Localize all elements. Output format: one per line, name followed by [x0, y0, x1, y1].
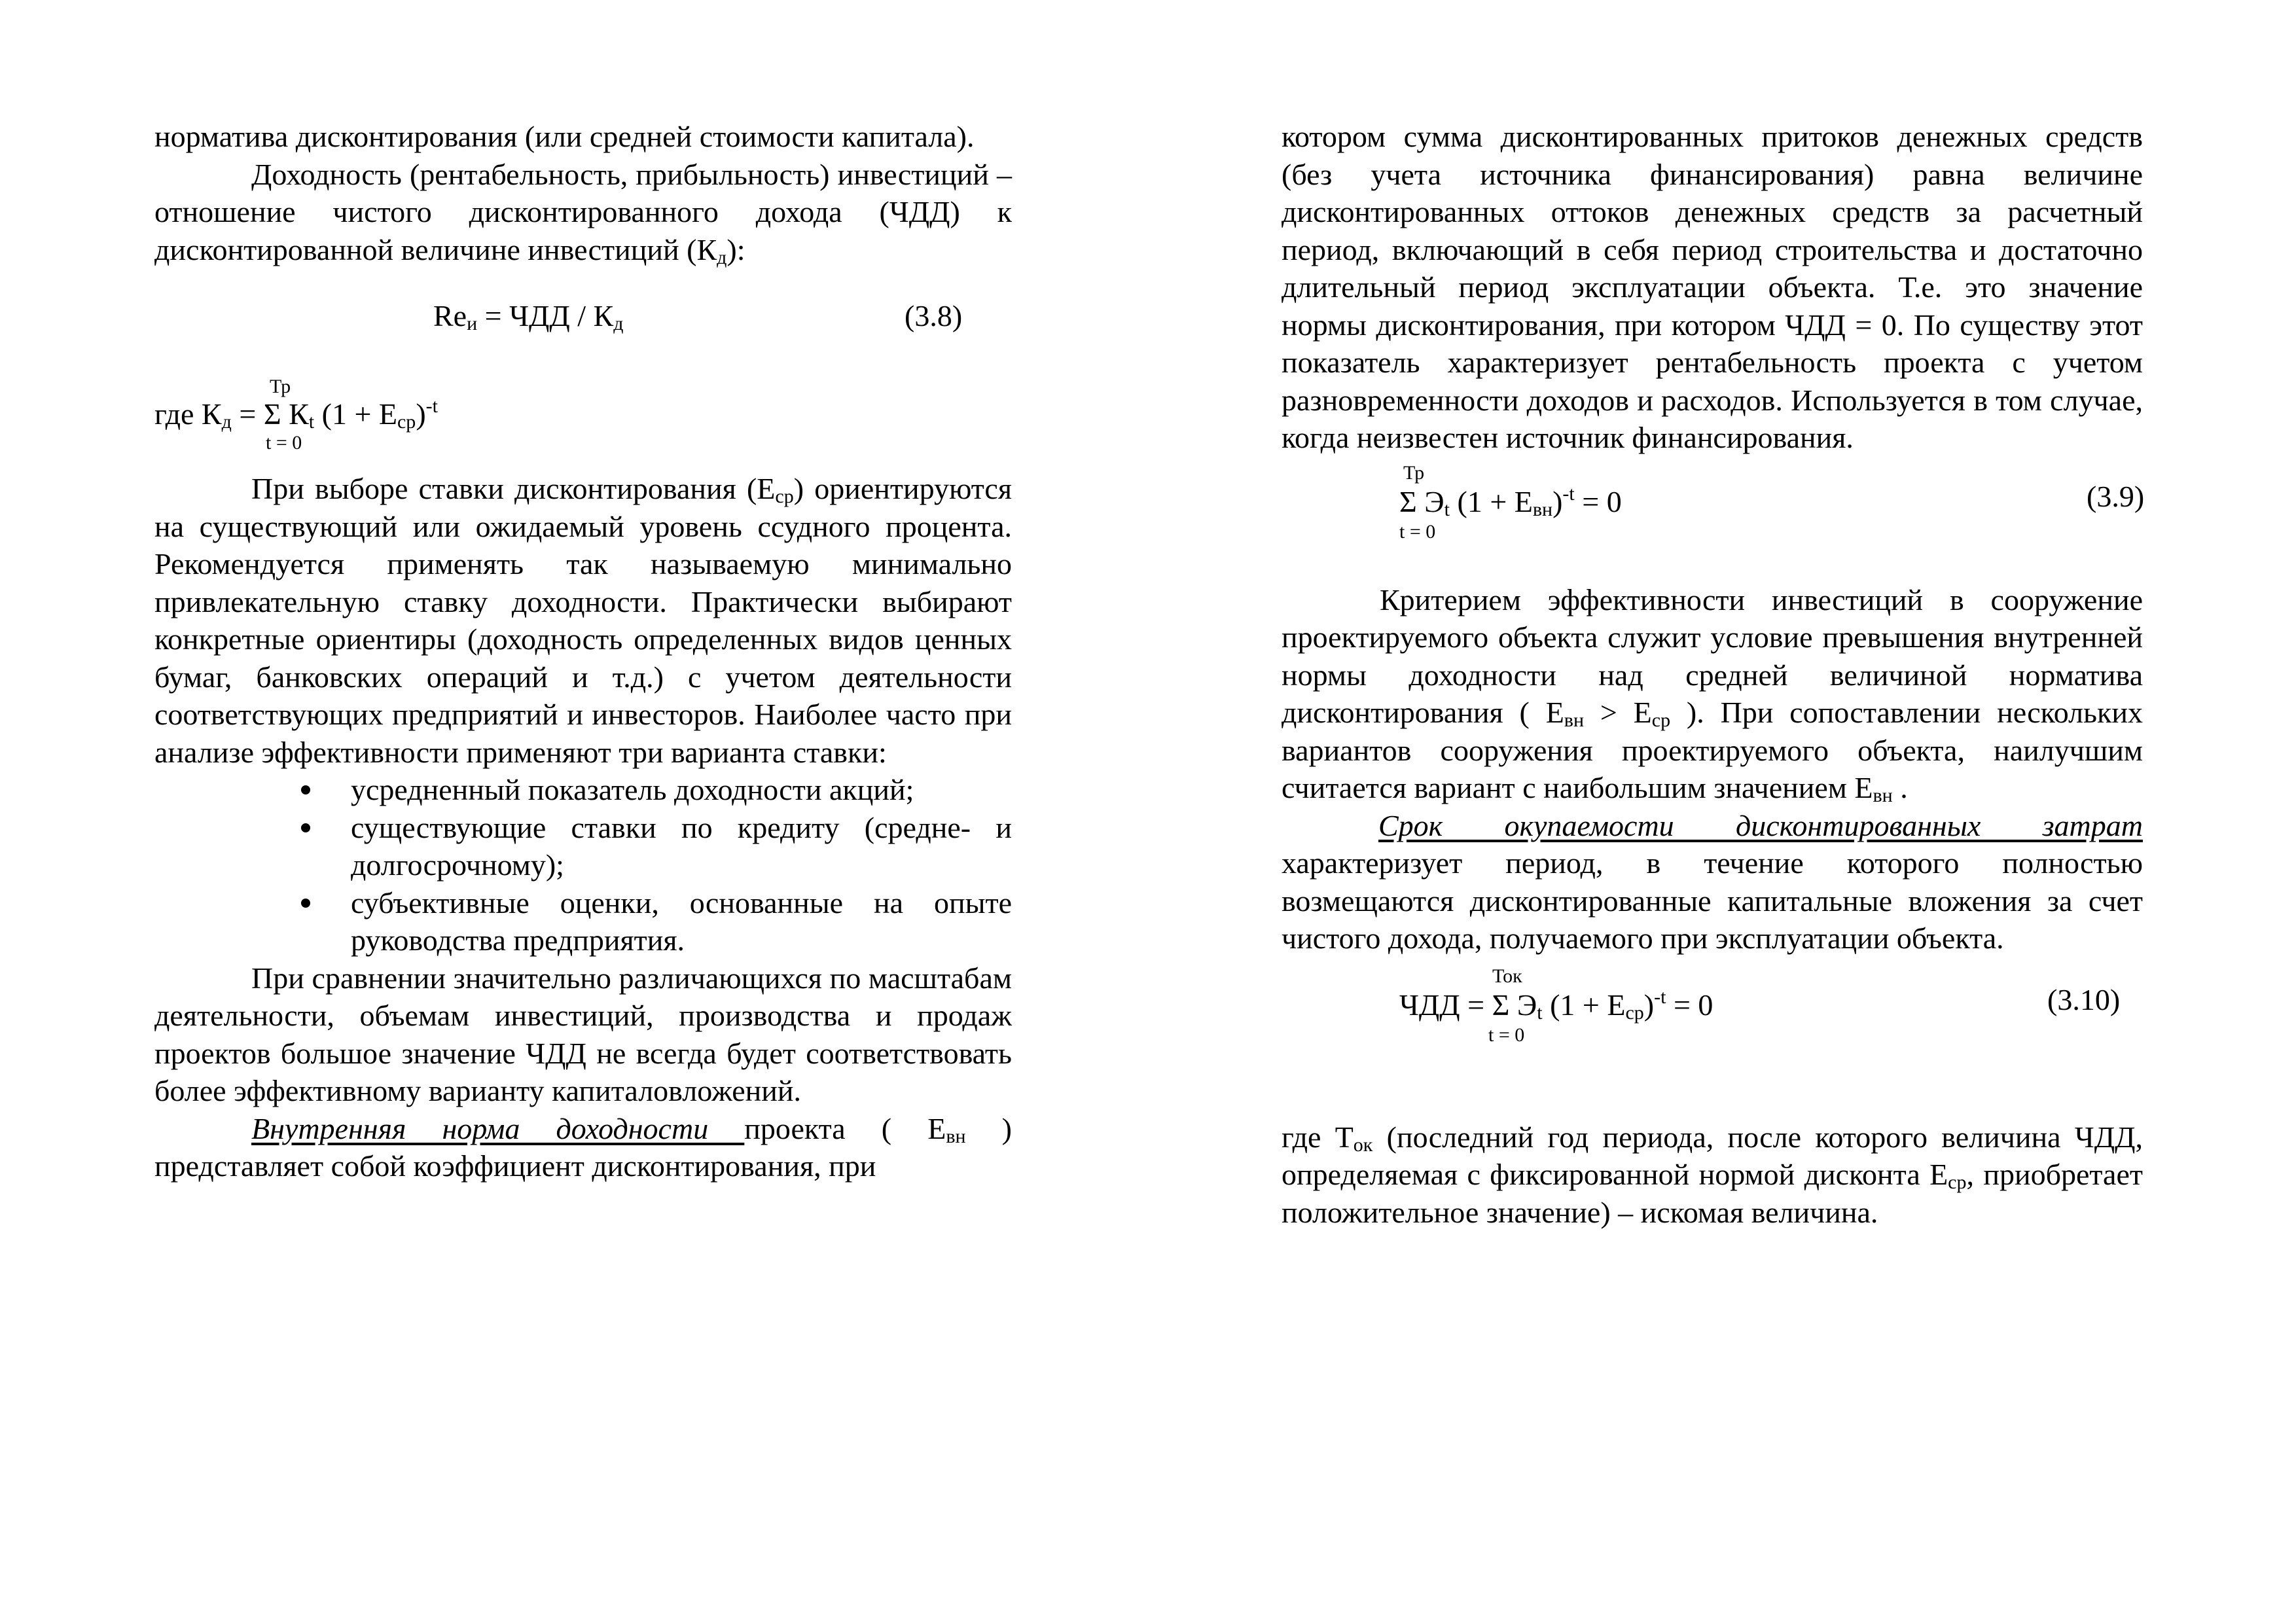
- formula-3-10: [1282, 957, 2143, 1069]
- paragraph-text: ) ориентируются на существующий или ожидаемый уровень ссудного процента. Рекомендуется применять так называемую минимально привлекательную ставку доходности. Практически выбирают конкретные ориентиры (доходность определенных видов ценных бумаг, банковских операций и т.д.) с учетом деятельности соответствующих предприятий и инвесторов. Наиболее часто при анализе эффективности применяют три варианта ставки:: [154, 472, 1012, 769]
- formula-expression: $Re_и$ = ЧДД / $К_д$: [433, 299, 624, 334]
- sum-lower-limit: t = 0: [1488, 1024, 1525, 1046]
- formula-expression: где $К_д = \Sigma$ $К_t$ $(1 + Е_{ср})^{-t}$: [154, 395, 438, 433]
- subscript: ср: [775, 486, 794, 507]
- bullet-icon: [301, 785, 310, 794]
- paragraph: [154, 470, 1012, 771]
- paragraph: Внутренняя норма доходности проекта ( $Е_{вн}$ ) представляет собой коэффициент дисконтирования, при: [154, 1111, 1012, 1183]
- paragraph: Критерием эффективности инвестиций в сооружение проектируемого объекта служит условие превышения внутренней нормы доходности над средней величиной норматива дисконтирования ( $Е_{вн} > Е_{ср}$ ). При сопоставлении нескольких вариантов сооружения проектируемого объекта, наилучшим считается вариант с наибольшим значением $Е_{вн}$ .: [1282, 582, 2143, 806]
- sum-upper-limit: Ток: [1492, 965, 1522, 987]
- sum-upper-limit: Тр: [270, 376, 291, 397]
- paragraph: [154, 118, 1012, 156]
- sum-lower-limit: t = 0: [1399, 520, 1436, 543]
- formula-3-9: [1282, 457, 2143, 562]
- paragraph-text: При выборе ставки дисконтирования (Е: [251, 472, 776, 505]
- formula-number: (3.9): [2087, 479, 2145, 513]
- formula-number: (3.8): [905, 299, 963, 332]
- paragraph: [154, 959, 1012, 1110]
- list-item: существующие ставки по кредиту (средне- и долгосрочному);: [154, 809, 1012, 884]
- formula-number: (3.10): [2047, 982, 2121, 1016]
- formula-kd: [154, 365, 1012, 458]
- paragraph-text: Доходность (рентабельность, прибыльность) инвестиций – отношение чистого дисконтированного дохода (ЧДД) к дисконтированной величине инвестиций (К: [154, 157, 1012, 266]
- paragraph-text: ):: [726, 232, 745, 266]
- list-item: усредненный показатель доходности акций;: [154, 771, 1012, 809]
- term-payback-period: Срок окупаемости дисконтированных затрат: [1378, 808, 2143, 842]
- left-column: [154, 118, 1012, 1185]
- paragraph-text: котором сумма дисконтированных притоков денежных средств (без учета источника финансирования) равна величине дисконтированных оттоков денежных средств за расчетный период, включающий в себя период строительства и достаточно длительный период эксплуатации объекта. Т.е. это значение нормы дисконтирования, при котором ЧДД = 0. По существу этот показатель характеризует рентабельность проекта с учетом разновременности доходов и расходов. Используется в том случае, когда неизвестен источник финансирования.: [1282, 120, 2143, 454]
- paragraph-text: норматива дисконтирования (или средней стоимости капитала).: [154, 120, 975, 153]
- paragraph: [1282, 118, 2143, 457]
- right-column: [1282, 118, 2143, 1231]
- formula-expression: Σ $Э_t$ $(1 + Е_{вн})^{-t} = 0$: [1399, 482, 1622, 520]
- sum-lower-limit: t = 0: [266, 432, 302, 454]
- term-internal-rate: Внутренняя норма доходности: [251, 1111, 745, 1145]
- list-item: субъективные оценки, основанные на опыте руководства предприятия.: [154, 884, 1012, 959]
- paragraph-text: При сравнении значительно различающихся по масштабам деятельности, объемам инвестиций, производства и продаж проектов большое значение ЧДД не всегда будет соответствовать более эффективному варианту капиталовложений.: [154, 961, 1012, 1107]
- paragraph: Срок окупаемости дисконтированных затрат характеризует период, в течение которого полностью возмещаются дисконтированные капитальные вложения за счет чистого дохода, получаемого при эксплуатации объекта.: [1282, 808, 2143, 955]
- paragraph: где $Т_{ок}$ (последний год периода, после которого величина ЧДД, определяемая с фиксированной нормой дисконта $Е_{ср}$, приобретает положительное значение) – искомая величина.: [1282, 1120, 2143, 1229]
- sum-upper-limit: Тр: [1403, 461, 1425, 484]
- bullet-icon: [301, 899, 310, 908]
- paragraph: [154, 156, 1012, 269]
- formula-3-8: [154, 268, 1012, 365]
- formula-expression: ЧДД = Σ $Э_t$ $(1 + Е_{ср})^{-t} = 0$: [1399, 986, 1713, 1024]
- bullet-icon: [301, 823, 310, 832]
- subscript: д: [717, 246, 727, 268]
- bullet-list: [154, 771, 1012, 959]
